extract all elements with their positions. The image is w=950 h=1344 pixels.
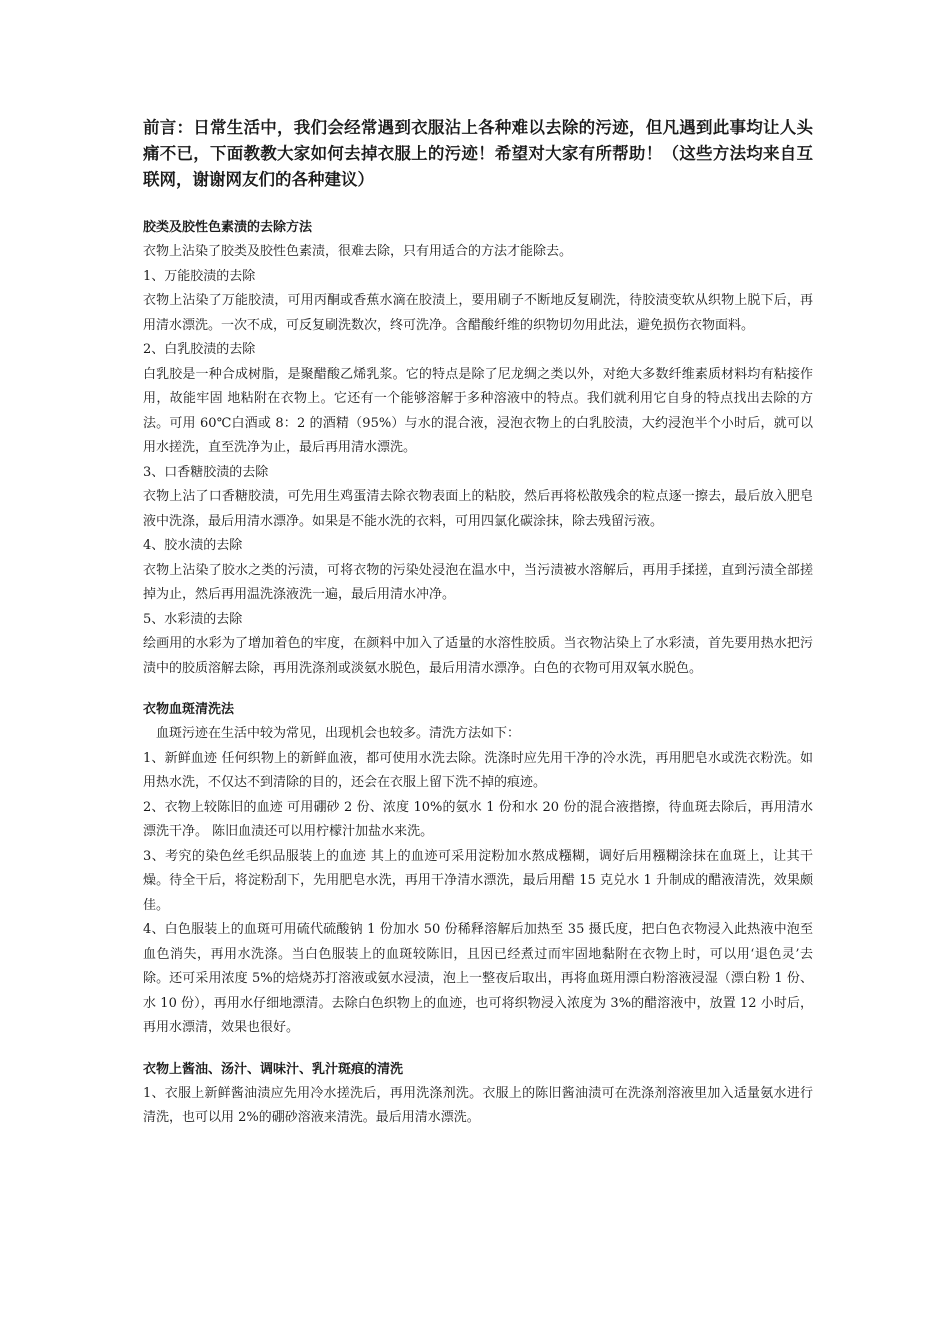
paragraph: 绘画用的水彩为了增加着色的牢度，在颜料中加入了适量的水溶性胶质。当衣物沾染上了水彩渍，首先要用热水把污渍中的胶质溶解去除，再用洗涤剂或淡氨水脱色，最后用清水漂净。白色的衣物可用双氧水脱色。 — [143, 636, 813, 676]
paragraph: 1、新鲜血迹 任何织物上的新鲜血液，都可使用水洗去除。洗涤时应先用干净的冷水洗，再用肥皂水或洗衣粉洗。如用热水洗，不仅达不到清除的目的，还会在衣服上留下洗不掉的痕迹。 — [143, 750, 813, 790]
document-page — [143, 115, 813, 1147]
subheading: 4、胶水渍的去除 — [143, 538, 243, 553]
paragraph: 1、衣服上新鲜酱油渍应先用冷水搓洗后，再用洗涤剂洗。衣服上的陈旧酱油渍可在洗涤剂溶液里加入适量氨水进行清洗，也可以用 2%的硼砂溶液来清洗。最后用清水漂洗。 — [143, 1085, 813, 1125]
paragraph: 衣物上沾染了胶水之类的污渍，可将衣物的污染处浸泡在温水中，当污渍被水溶解后，再用手揉搓，直到污渍全部搓掉为止，然后再用温洗涤液洗一遍，最后用清水冲净。 — [143, 562, 813, 602]
section-blood-stains — [143, 697, 813, 1041]
paragraph: 4、白色服装上的血斑可用硫代硫酸钠 1 份加水 50 份稀释溶解后加热至 35 摄氏度，把白色衣物浸入此热液中泡至血色消失，再用水洗涤。当白色服装上的血斑较陈旧，且因已经煮过而牢固地黏附在衣物上时，可以用‘退色灵’去除。还可采用浓度 5%的焙烧苏打溶液或氨水浸渍，泡上一整夜后取出，再将血斑用漂白粉溶液浸湿（漂白粉 1 份、水 10 份），再用水仔细地漂清。去除白色织物上的血迹，也可将织物浸入浓度为 3%的醋溶液中，放置 12 小时后，再用水漂清，效果也很好。 — [143, 922, 813, 1035]
section-title: 衣物血斑清洗法 — [143, 702, 235, 717]
paragraph: 血斑污迹在生活中较为常见，出现机会也较多。清洗方法如下： — [156, 726, 521, 741]
paragraph: 衣物上沾染了万能胶渍，可用丙酮或香蕉水滴在胶渍上，要用刷子不断地反复刷洗，待胶渍变软从织物上脱下后，再用清水漂洗。一次不成，可反复刷洗数次，终可洗净。含醋酸纤维的织物切勿用此法，避免损伤衣物面料。 — [143, 293, 813, 333]
section-sauce-stains — [143, 1057, 813, 1131]
intro-paragraph: 前言：日常生活中，我们会经常遇到衣服沾上各种难以去除的污迹，但凡遇到此事均让人头痛不已，下面教教大家如何去掉衣服上的污迹！希望对大家有所帮助！（这些方法均来自互联网，谢谢网友们的各种建议） — [143, 118, 813, 189]
paragraph: 2、衣物上较陈旧的血迹 可用硼砂 2 份、浓度 10%的氨水 1 份和水 20 份的混合液揩擦，待血斑去除后，再用清水漂洗干净。 陈旧血渍还可以用柠檬汁加盐水来洗。 — [143, 799, 813, 839]
subheading: 3、口香糖胶渍的去除 — [143, 464, 269, 480]
section-title: 胶类及胶性色素渍的去除方法 — [143, 220, 313, 235]
paragraph: 3、考究的染色丝毛织品服装上的血迹 其上的血迹可采用淀粉加水熬成糨糊，调好后用糨糊涂抹在血斑上，让其干燥。待全干后，将淀粉刮下，先用肥皂水洗，再用干净清水漂洗，最后用醋 15 克兑水 1 升制成的醋液清洗，效果颇佳。 — [143, 848, 813, 913]
subheading: 2、白乳胶渍的去除 — [143, 342, 256, 357]
subheading: 1、万能胶渍的去除 — [143, 268, 256, 284]
paragraph: 衣物上沾了口香糖胶渍，可先用生鸡蛋清去除衣物表面上的粘胶，然后再将松散残余的粒点逐一擦去，最后放入肥皂液中洗涤，最后用清水漂净。如果是不能水洗的衣料，可用四氯化碳涂抹，除去残留污液。 — [143, 489, 813, 529]
section-glue-stains — [143, 215, 813, 681]
paragraph: 白乳胶是一种合成树脂，是聚醋酸乙烯乳浆。它的特点是除了尼龙绸之类以外，对绝大多数纤维素质材料均有粘接作用，故能牢固 地粘附在衣物上。它还有一个能够溶解于多种溶液中的特点。我们就利用它自身的特点找出去除的方法。可用 60℃白酒或 8：2 的酒精（95%）与水的混合液，浸泡衣物上的白乳胶渍，大约浸泡半个小时后，就可以用水搓洗，直至洗净为止，最后再用清水漂洗。 — [143, 366, 813, 455]
section-title: 衣物上酱油、汤汁、调味汁、乳汁斑痕的清洗 — [143, 1061, 404, 1077]
paragraph: 衣物上沾染了胶类及胶性色素渍，很难去除，只有用适合的方法才能除去。 — [143, 244, 573, 259]
subheading: 5、水彩渍的去除 — [143, 611, 243, 627]
